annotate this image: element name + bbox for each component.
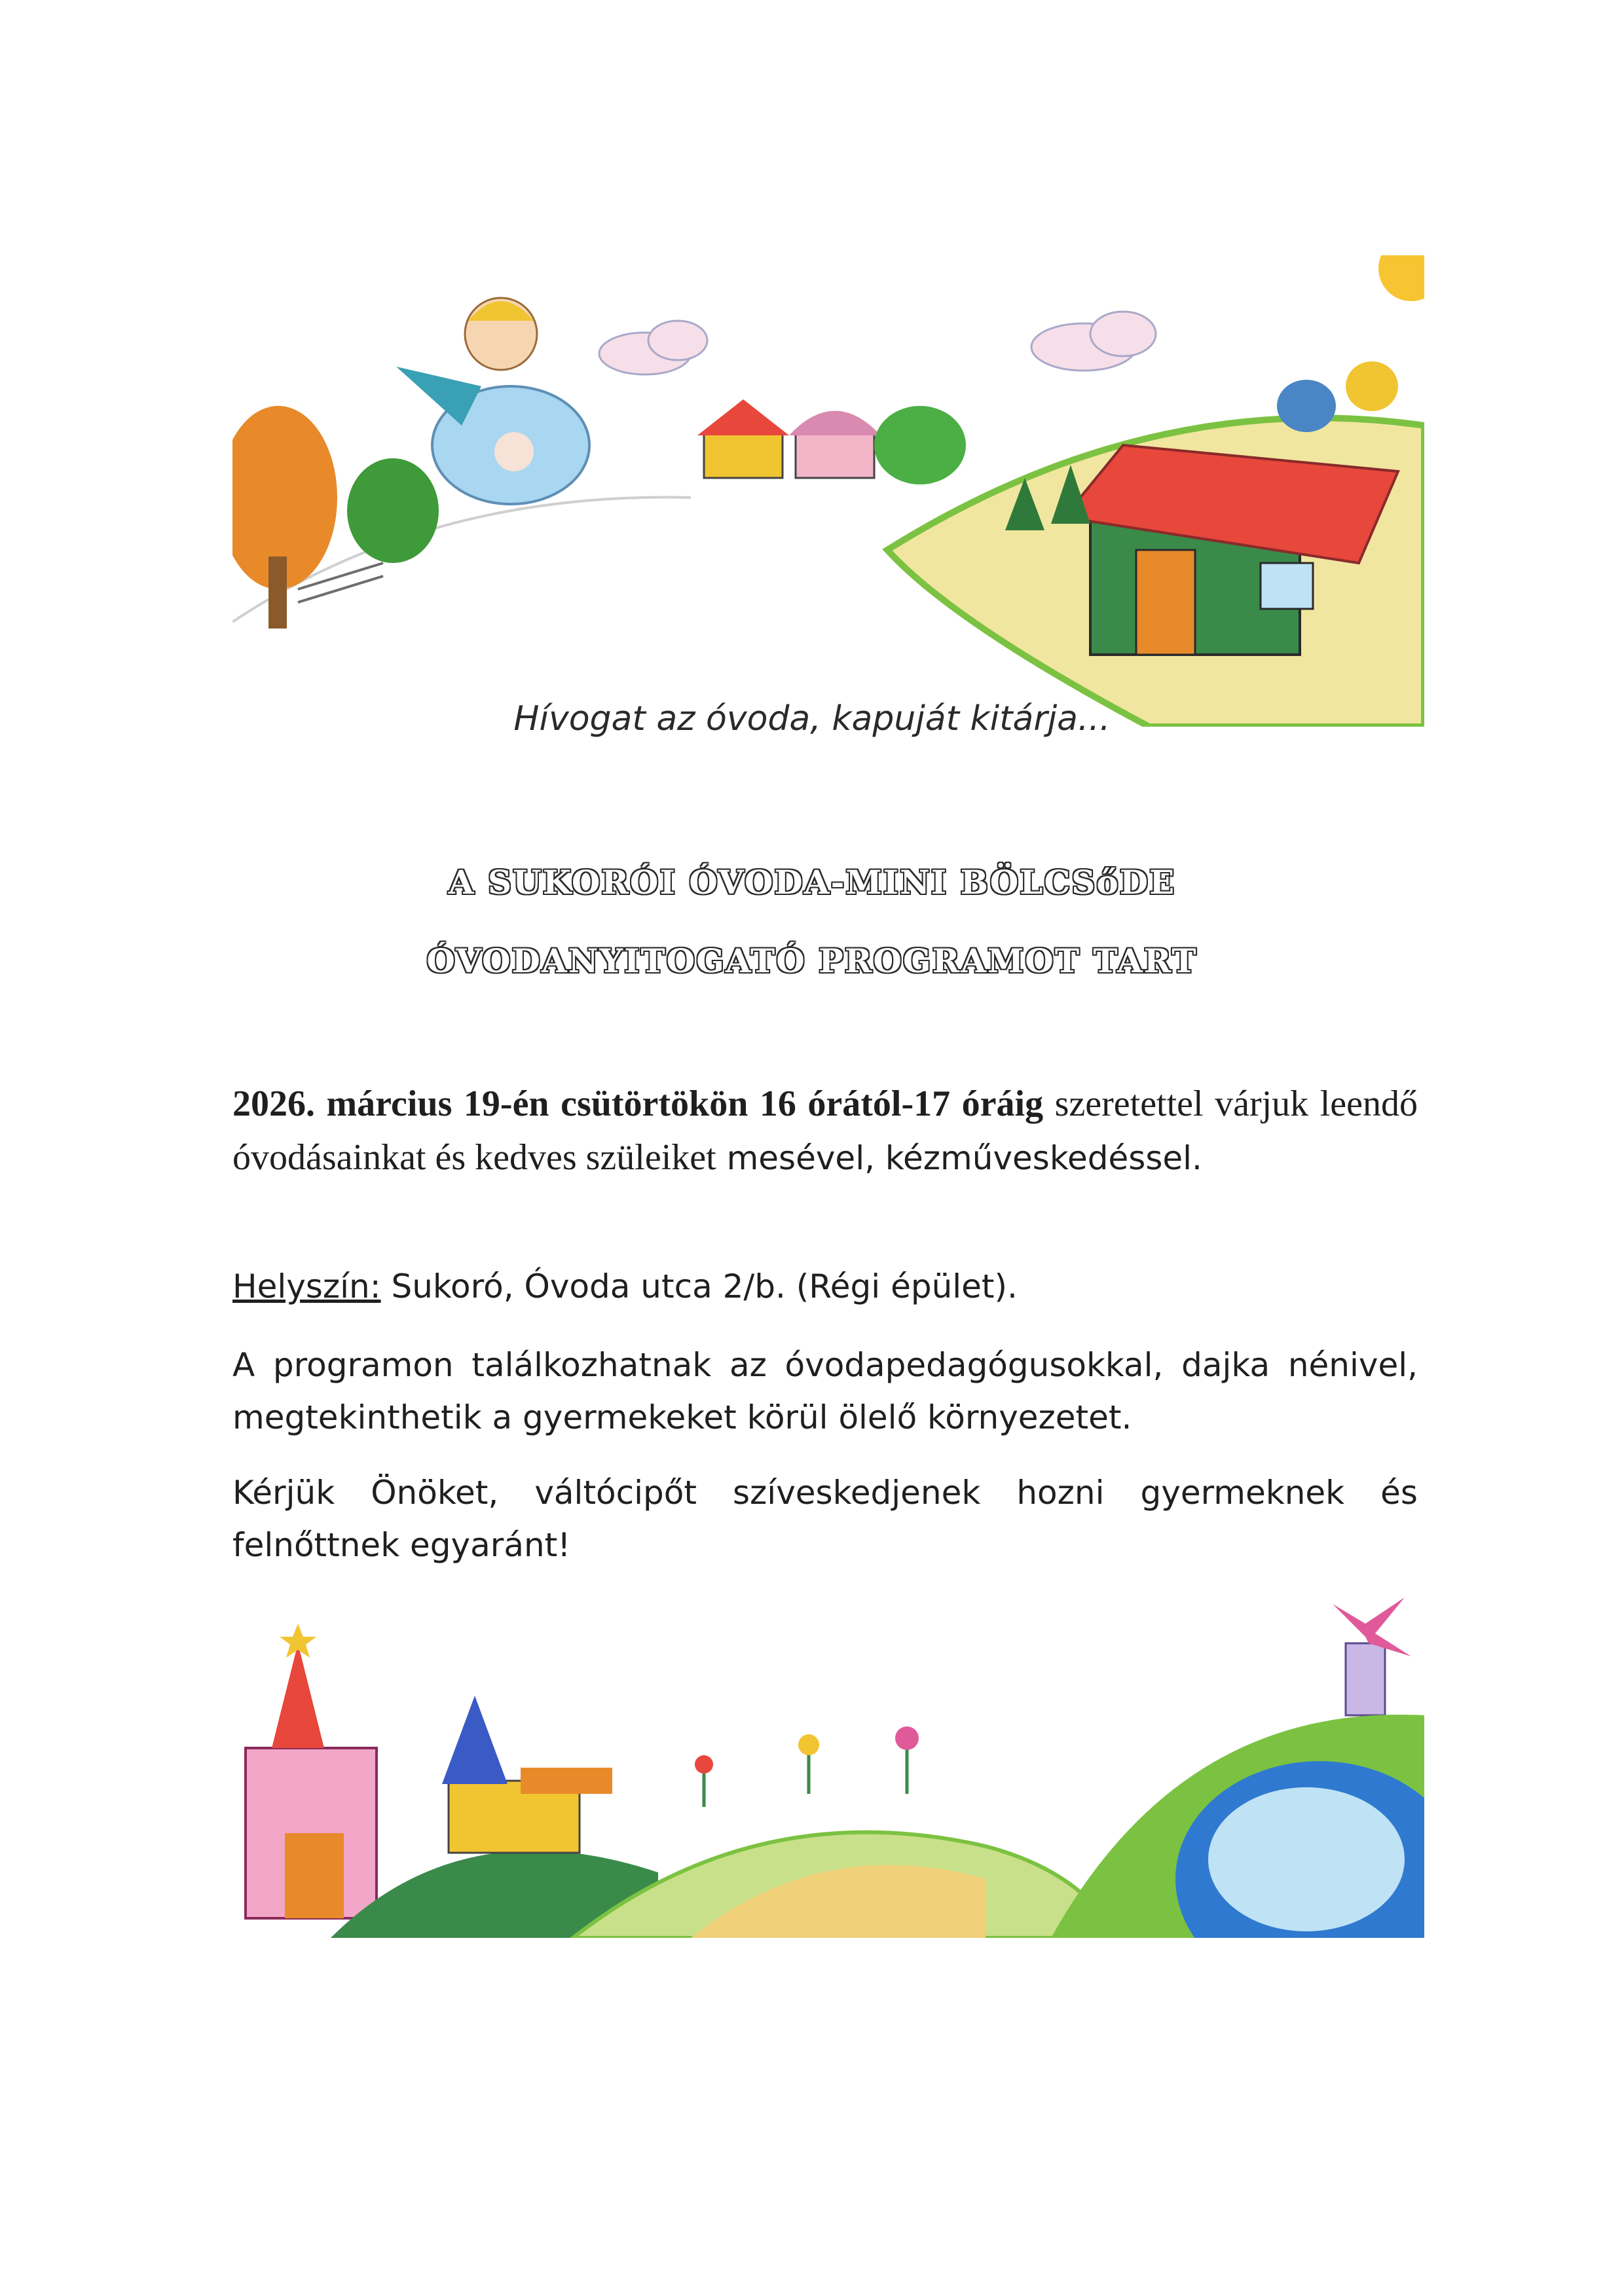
tree-icon	[874, 406, 966, 484]
location-paragraph	[232, 1260, 1418, 1313]
date-paragraph	[232, 1077, 1418, 1185]
request-paragraph: Kérjük Önöket, váltócipőt szíveskedjenek hozni gyermeknek és felnőttnek egyaránt!	[232, 1474, 1418, 1564]
invitation-text: szeretettel várjuk leendő óvodásainkat és kedves szüleiket	[232, 1084, 1418, 1178]
heading-line-1: A SUKORÓI ÓVODA-MINI BÖLCSőDE	[448, 863, 1176, 902]
tree-icon	[347, 458, 439, 563]
sun-icon	[1378, 255, 1424, 301]
activities-text: mesével, kézműveskedéssel.	[716, 1139, 1202, 1177]
top-illustration	[232, 255, 1424, 727]
house-icon	[789, 411, 881, 479]
castle-icon	[246, 1624, 377, 1918]
house-icon	[697, 399, 789, 478]
windmill-icon	[1333, 1597, 1411, 1715]
event-date: 2026. március 19-én csütörtökön 16 órától-17 óráig	[232, 1084, 1044, 1124]
flower-icon	[695, 1726, 919, 1807]
location-label: Helyszín:	[232, 1267, 381, 1305]
heading-line-2: ÓVODANYITOGATÓ PROGRAMOT TART	[426, 941, 1198, 980]
cloud-icon	[599, 312, 1156, 374]
tagline: Hívogat az óvoda, kapuját kitárja...	[513, 699, 1111, 738]
house-icon	[442, 1696, 612, 1853]
bottom-illustration	[232, 1597, 1424, 1938]
program-paragraph: A programon találkozhatnak az óvodapedagógusokkal, dajka nénivel, megtekinthetik a gyermekeket körül ölelő környezetet.	[232, 1346, 1418, 1436]
location-value: Sukoró, Óvoda utca 2/b. (Régi épület).	[380, 1267, 1018, 1305]
